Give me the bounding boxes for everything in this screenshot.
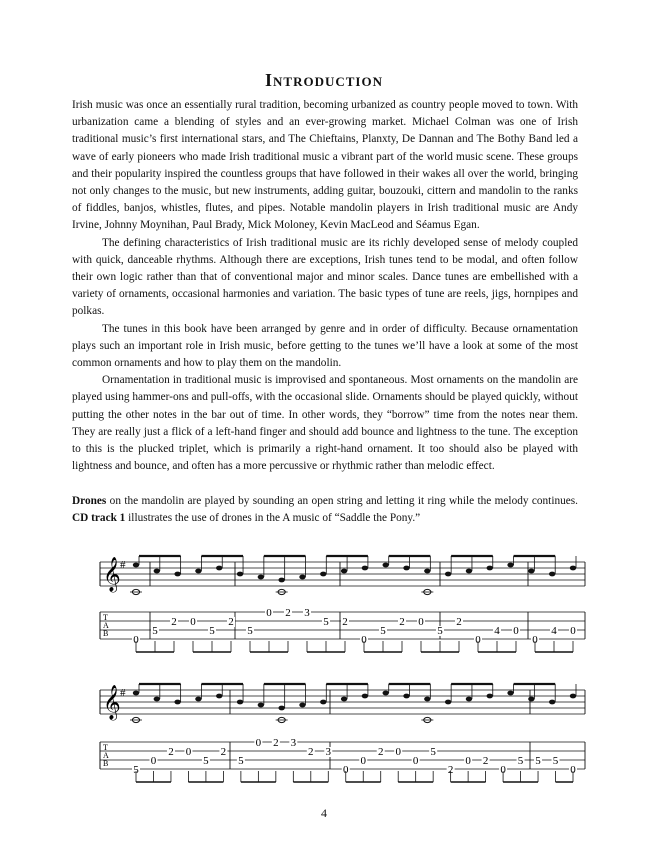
note-head	[174, 572, 180, 577]
tab-number: 2	[308, 746, 314, 758]
note-head	[174, 700, 180, 705]
note-head	[341, 697, 347, 702]
note-head	[383, 691, 389, 696]
tab-number: 2	[447, 764, 454, 776]
tab-number: 5	[238, 755, 244, 767]
music-system-1	[100, 556, 585, 652]
tab-number: 5	[437, 625, 443, 637]
note-head	[362, 566, 368, 571]
note-head	[320, 572, 326, 577]
note-head	[528, 697, 534, 702]
tab-number: 2	[482, 755, 489, 767]
note-head	[216, 566, 222, 571]
tab-number: 0	[190, 616, 196, 628]
tab-label: T	[103, 743, 108, 752]
tab-number: 0	[465, 755, 471, 767]
tab-number: 2	[273, 737, 279, 749]
tab-number: 5	[247, 625, 253, 637]
note-head	[466, 569, 472, 574]
tab-number: 2	[171, 616, 177, 628]
note-head	[299, 703, 305, 708]
tab-number: 5	[203, 755, 209, 767]
music-system-2	[100, 684, 585, 782]
tab-number: 0	[133, 634, 139, 646]
tab-number: 4	[494, 625, 500, 637]
tab-number: 0	[475, 634, 481, 646]
note-head	[549, 572, 555, 577]
note-head	[195, 569, 201, 574]
tab-label: T	[103, 613, 108, 622]
note-head	[299, 575, 305, 580]
note-head	[195, 697, 201, 702]
tab-number: 2	[377, 746, 384, 758]
note-head	[549, 700, 555, 705]
note-head	[487, 694, 493, 699]
note-head	[133, 563, 139, 568]
drones-term: Drones	[72, 495, 107, 507]
note-head	[258, 703, 264, 708]
tab-number: 4	[551, 625, 557, 637]
drones-text-end: illustrates the use of drones in the A music of “Saddle the Pony.”	[125, 512, 421, 525]
note-head	[570, 694, 576, 699]
tab-number: 0	[395, 746, 401, 758]
tab-number: 0	[412, 755, 419, 767]
tab-number: 0	[360, 755, 366, 767]
paragraph: The tunes in this book have been arranged by genre and in order of difficulty. Because ornamentation plays such an important role in Irish music, before getting to the tunes we’ll have a look at some of the most common ornaments and how to play them on the mandolin.	[72, 322, 578, 370]
note-head	[154, 569, 160, 574]
tab-number: 5	[323, 616, 329, 628]
note-head	[383, 563, 389, 568]
tab-number: 5	[152, 625, 158, 637]
note-head	[237, 700, 243, 705]
tab-number: 2	[342, 616, 348, 628]
note-head	[278, 578, 284, 583]
tab-number: 0	[418, 616, 424, 628]
tab-number: 5	[552, 755, 559, 767]
note-head	[507, 563, 513, 568]
paragraph: Irish music was once an essentially rural tradition, becoming urbanized as country people moved to town. With urbanization came a blending of styles and an ever-growing market. Michael Colman was one of Irish traditional music’s first international stars, and The Chieftains, Planxty, De Dannan and The Bothy Band led a wave of early pioneers who made Irish traditional music a vibrant part of the world music scene. These groups and their popularity inspired the countless groups that have followed in their wakes all over the world, bringing not only changes to the music, but new instruments, adding guitar, bouzouki, cittern and mandolin to the ranks of fiddles, banjos, whistles, flutes, and pipes. Notable mandolin players in Irish traditional music are Andy Irvine, Johnny Moynihan, Paul Brady, Mick Moloney, Kevin MacLeod and Séamus Egan.	[72, 99, 578, 232]
tab-number: 0	[570, 625, 576, 637]
tab-label: B	[103, 759, 109, 768]
note-head	[258, 575, 264, 580]
note-head	[133, 691, 139, 696]
tab-number: 0	[266, 607, 272, 619]
tab-label: A	[103, 751, 109, 760]
note-head	[424, 697, 430, 702]
note-head	[403, 694, 409, 699]
paragraph: The defining characteristics of Irish traditional music are its richly developed sense of melody coupled with quick, danceable rhythms. Although there are exceptions, Irish tunes tend to be modal, and often follow their own logic rather than that of conventional major and minor scales. Dance tunes are embellished with a variety of ornaments, occasional harmonies and variation. The basic types of tune are reels, jigs, hornpipes and polkas.	[72, 236, 578, 318]
tab-number: 0	[500, 764, 506, 776]
tab-number: 5	[209, 625, 215, 637]
tab-number: 0	[532, 634, 538, 646]
note-head	[154, 697, 160, 702]
tab-number: 0	[255, 737, 262, 749]
tab-number: 2	[285, 607, 291, 619]
note-head	[445, 700, 451, 705]
tab-number: 0	[513, 625, 519, 637]
tab-number: 2	[228, 616, 234, 628]
tab-number: 0	[185, 746, 192, 758]
tab-number: 0	[150, 755, 157, 767]
note-head	[278, 706, 284, 711]
note-head	[466, 697, 472, 702]
note-head	[320, 700, 326, 705]
tab-number: 2	[456, 616, 462, 628]
page-number: 4	[321, 806, 327, 820]
note-head	[341, 569, 347, 574]
note-head	[487, 566, 493, 571]
treble-clef-icon: 𝄞	[103, 686, 121, 719]
tab-number: 2	[399, 616, 405, 628]
note-head	[216, 694, 222, 699]
page-title: Introduction	[265, 70, 383, 90]
note-head	[507, 691, 513, 696]
note-head	[570, 566, 576, 571]
note-head	[362, 694, 368, 699]
tab-number: 5	[535, 755, 541, 767]
tab-label: B	[103, 629, 109, 638]
tab-number: 3	[304, 607, 310, 619]
note-head	[237, 572, 243, 577]
paragraph: Ornamentation in traditional music is improvised and spontaneous. Most ornaments on the mandolin are played using hammer-ons and pull-offs, with the occasional slide. Ornaments should be played quickly, without putting the other notes in the bar out of time. In other words, they “borrow” time from the notes near them. They are really just a flick of a left-hand finger and should add bounce and lightness to the tune. The exception to this is the plucked triplet, which is primarily a right-hand ornament. It too should also be played with lightness and bounce, and often has a more percussive or rhythmic rather than melodic effect.	[72, 374, 578, 473]
tab-number: 2	[220, 746, 227, 758]
tab-label: A	[103, 621, 109, 630]
tab-number: 3	[290, 737, 297, 749]
tab-number: 3	[325, 746, 332, 758]
note-head	[403, 566, 409, 571]
tab-number: 5	[380, 625, 386, 637]
tab-number: 5	[517, 755, 524, 767]
key-signature-sharp: #	[120, 687, 126, 699]
tab-number: 2	[168, 746, 174, 758]
tab-number: 5	[133, 764, 139, 776]
drones-text: on the mandolin are played by sounding an open string and letting it ring while the melody continues.	[106, 495, 578, 507]
tab-number: 0	[343, 764, 349, 776]
note-head	[528, 569, 534, 574]
treble-clef-icon: 𝄞	[103, 558, 121, 591]
key-signature-sharp: #	[120, 559, 126, 571]
tab-number: 5	[430, 746, 436, 758]
cd-track-label: CD track 1	[72, 512, 126, 525]
note-head	[424, 569, 430, 574]
tab-number: 0	[361, 634, 367, 646]
note-head	[445, 572, 451, 577]
tab-number: 0	[570, 764, 576, 776]
